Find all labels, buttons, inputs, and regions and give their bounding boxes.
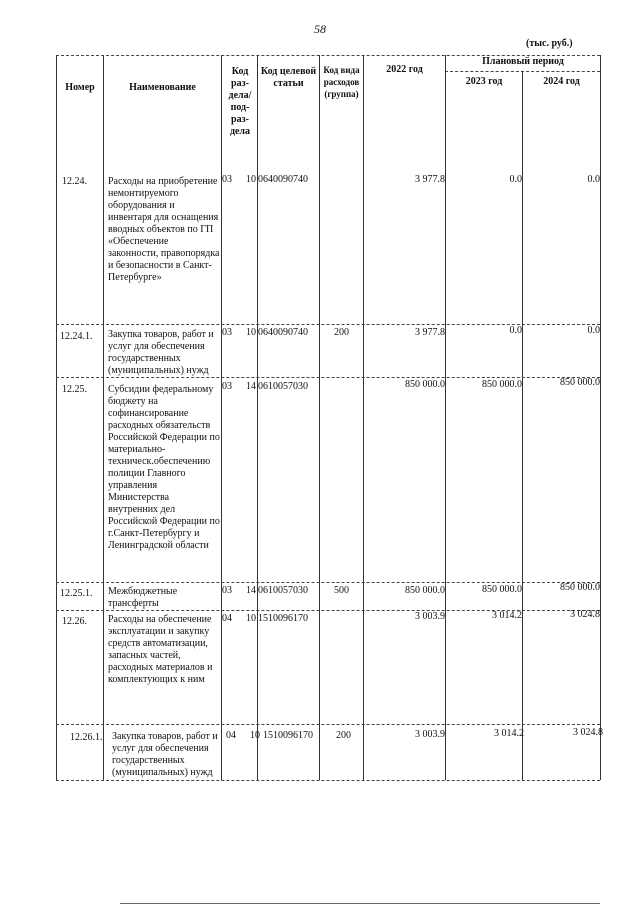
col-line — [363, 55, 364, 780]
header-planned-period: Плановый период — [482, 56, 564, 67]
row-value-2023: 3 014.2 — [494, 728, 524, 739]
row-value-2024: 0.0 — [587, 325, 600, 336]
row-section: 03 — [222, 585, 232, 596]
row-target-code: 0610057030 — [258, 585, 308, 596]
row-value-2024: 3 024.8 — [570, 609, 600, 620]
row-subsection: 10 — [246, 613, 256, 624]
row-name: Субсидии федеральному бюджету на софинансирование расходных обязательств Российской Федерации по материально-техническ.обеспечению полиции Главного управления Министерства внутренних дел Российской Федерации по г.Санкт-Петербургу и Ленинградской области — [108, 384, 220, 551]
row-value-2022: 3 977.8 — [415, 327, 445, 338]
row-number: 12.25.1. — [60, 588, 93, 599]
header-2022: 2022 год — [386, 64, 423, 75]
row-value-2023: 0.0 — [509, 174, 522, 185]
row-number: 12.25. — [62, 384, 87, 395]
col-line — [445, 55, 446, 780]
header-number: Номер — [65, 82, 95, 93]
row-value-2024: 850 000.0 — [560, 582, 600, 593]
col-line — [56, 55, 57, 780]
header-name: Наименование — [129, 82, 196, 93]
page-number: 58 — [314, 22, 326, 36]
row-number: 12.24. — [62, 176, 87, 187]
row-divider — [56, 780, 600, 781]
row-section: 04 — [222, 613, 232, 624]
row-value-2023: 850 000.0 — [482, 379, 522, 390]
row-value-2022: 850 000.0 — [405, 379, 445, 390]
row-expense-type: 200 — [334, 327, 349, 338]
col-line — [319, 55, 320, 780]
row-value-2024: 850 000.0 — [560, 377, 600, 388]
row-value-2022: 3 003.9 — [415, 729, 445, 740]
row-subsection: 10 — [250, 730, 260, 741]
page-bottom-edge — [120, 903, 600, 904]
row-value-2023: 3 014.2 — [492, 610, 522, 621]
units-label: (тыс. руб.) — [526, 38, 573, 49]
row-number: 12.26.1. — [70, 732, 103, 743]
header-section-code: Код раз-дела/под-раз-дела — [228, 66, 252, 137]
row-number: 12.26. — [62, 616, 87, 627]
row-divider — [56, 377, 600, 378]
col-line — [257, 55, 258, 780]
row-subsection: 14 — [246, 585, 256, 596]
row-target-code: 0640090740 — [258, 327, 308, 338]
row-name: Закупка товаров, работ и услуг для обеспечения государственных (муниципальных) нужд — [112, 731, 218, 778]
row-section: 04 — [226, 730, 236, 741]
row-divider — [56, 582, 600, 583]
row-subsection: 10 — [246, 327, 256, 338]
row-value-2024: 3 024.8 — [573, 727, 603, 738]
row-section: 03 — [222, 381, 232, 392]
row-name: Закупка товаров, работ и услуг для обеспечения государственных (муниципальных) нужд — [108, 329, 214, 376]
header-expense-type: Код вида расходов (группа) — [323, 65, 360, 99]
row-subsection: 14 — [246, 381, 256, 392]
row-value-2022: 3 003.9 — [415, 611, 445, 622]
row-value-2024: 0.0 — [587, 174, 600, 185]
row-target-code: 0640090740 — [258, 174, 308, 185]
row-name: Расходы на приобретение немонтируемого оборудования и инвентаря для оснащения вводных объектов по ГП «Обеспечение законности, правопорядка и безопасности в Санкт-Петербурге» — [108, 176, 220, 283]
row-name: Расходы на обеспечение эксплуатации и закупку средств автоматизации, запасных частей, расходных материалов и комплектующих к ним — [108, 614, 213, 685]
row-section: 03 — [222, 174, 232, 185]
col-line — [103, 55, 104, 780]
row-expense-type: 200 — [336, 730, 351, 741]
header-target-code: Код целевой статьи — [260, 66, 317, 89]
row-value-2023: 0.0 — [509, 325, 522, 336]
row-name: Межбюджетные трансферты — [108, 586, 178, 609]
row-target-code: 1510096170 — [258, 613, 308, 624]
header-2024: 2024 год — [543, 76, 580, 87]
row-divider — [56, 724, 600, 725]
header-2023: 2023 год — [465, 76, 503, 87]
row-section: 03 — [222, 327, 232, 338]
col-line — [600, 55, 601, 780]
row-value-2023: 850 000.0 — [482, 584, 522, 595]
row-target-code: 0610057030 — [258, 381, 308, 392]
row-expense-type: 500 — [334, 585, 349, 596]
row-value-2022: 3 977.8 — [415, 174, 445, 185]
col-line — [221, 55, 222, 780]
row-target-code: 1510096170 — [263, 730, 313, 741]
row-value-2022: 850 000.0 — [405, 585, 445, 596]
row-number: 12.24.1. — [60, 331, 93, 342]
row-subsection: 10 — [246, 174, 256, 185]
